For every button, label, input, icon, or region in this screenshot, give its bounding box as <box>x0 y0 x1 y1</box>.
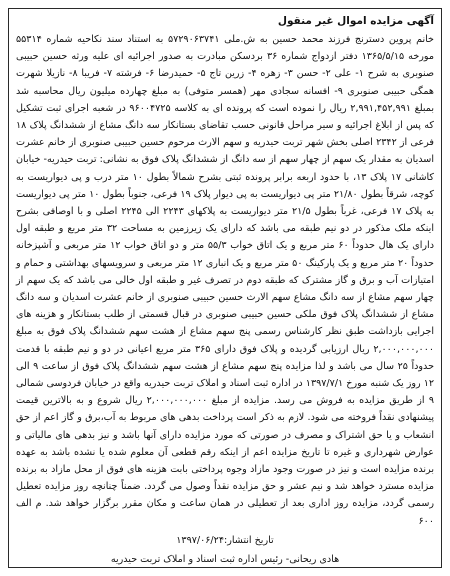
notice-title: آگهی مزایده اموال غیر منقول <box>277 15 434 27</box>
auction-notice <box>8 8 442 568</box>
publication-date: تاریخ انتشار:۱۳۹۷/۰۶/۲۴ <box>176 534 274 546</box>
notice-body: خانم پروین دسترنج فرزند محمد حسین به ش.ملی ۵۷۲۹۰۶۳۷۴۱ به استناد سند نکاحیه شماره ۵۵۳۱۴ مورخه ۱۳۶۵/۵/۱۵ دفتر ازدواج شماره ۳۶ بردسکن مبادرت به صدور اجرائیه ای علیه ورثه حسین حبیبی صنوبری به شرح ۱- علی ۲- حسن ۳- زهره ۴- زرین تاج ۵- حمیدرضا ۶- فرشته ۷- فریبا ۸- نازیلا شهرت همگی حبیبی صنوبری ۹- افسانه سجادی مهر (همسر متوفی) به مبلغ چهارده میلیون ریال محاسبه شد بمبلغ ۲,۹۹۱,۴۵۲,۹۹۱ ریال را نموده است که پرونده ای به کلاسه ۹۶۰۰۴۷۲۵ در شعبه اجرای ثبت تشکیل که پس از ابلاغ اجرائیه و سیر مراحل قانونی حسب تقاضای بستانکار سه دانگ مشاع از ششدانگ پلاک ۱۸ فرعی از ۲۳۴۲ اصلی بخش شهر تربت حیدریه و سهم الارث مرحوم حسین حبیبی صنوبری از خانم عشرت اسدیان به مقدار یک سهم از چهار سهم از سه دانگ از ششدانگ پلاک فوق به نشانی: تربت حیدریه- خیابان کاشانی ۱۷ پلاک ۱۳، با حدود اربعه برابر پرونده ثبتی بشرح شمالاً بطول ۱۰ متر درب و پی دیواریست به کوچه، شرقاً بطول ۲۱/۸۰ متر پی دیواریست به پی دیوار پلاک ۱۹ فرعی، جنوباً بطول ۱۰ متر پی دیواریست به پلاک ۱۷ فرعی، غرباً بطول ۲۱/۵ متر دیواریست به پلاکهای ۲۲۴۳ الی ۲۲۴۵ اصلی و با اوصافی بشرح اینکه ملک مذکور در دو نیم طبقه می باشد که دارای یک زیرزمین به مساحت ۳۲ متر مربع و طبقه اول دارای یک هال حدوداً ۶۰ متر مربع و یک اتاق خواب ۵۵/۳ متر و دو اتاق خواب ۱۲ متر مربعی و آشپزخانه حدوداً ۲۰ متر مربع و یک پارکینگ ۵۰ متر مربع و یک انباری ۱۲ متر مربعی و سرویسهای بهداشتی و حمام و امتیازات آب و برق و گاز مشترک که طبقه دوم در تصرف غیر و طبقه اول خالی می باشد که یک سهم از چهار سهم مشاع از سه دانگ مشاع سهم الارث حسین حبیبی صنوبری از خانم عشرت اسدیان و سه دانگ مشاع از ششدانگ پلاک فوق ملکی حسین حبیبی صنوبری در قبال قسمتی از طلب بستانکار و هزینه های اجرایی بازداشت طبق نظر کارشناس رسمی پنج سهم مشاع از هشت سهم ششدانگ پلاک فوق به مبلغ ۲,۰۰۰,۰۰۰,۰۰۰ ریال ارزیابی گردیده و پلاک فوق دارای ۳۶۵ متر مربع اعیانی در دو و نیم طبقه با قدمت حدوداً ۲۵ سال می باشد و لذا مزایده پنج سهم مشاع از هشت سهم ششدانگ پلاک فوق از ساعت ۹ الی ۱۲ روز یک شنبه مورخ ۱۳۹۷/۷/۱ در اداره ثبت اسناد و املاک تربت حیدریه واقع در خیابان فردوسی شمالی ۹ از طریق مزایده به فروش می رسد. مزایده از مبلغ ۲,۰۰۰,۰۰۰,۰۰۰ ریال شروع و به بالاترین قیمت پیشنهادی نقداً فروخته می شود. لازم به ذکر است پرداخت بدهی های مربوط به آب،برق و گاز اعم از حق انشعاب و یا حق اشتراک و مصرف در صورتی که مورد مزایده دارای آنها باشد و نیز بدهی های مالیاتی و عوارض شهرداری و غیره تا تاریخ مزایده اعم از اینکه رقم قطعی آن معلوم شده یا نشده باشد به عهده برنده مزایده است و نیز در صورت وجود مازاد وجوه پرداختی بابت هزینه های فوق از محل مازاد به برنده مزایده مسترد خواهد شد و نیم عشر و حق مزایده نقداً وصول می گردد. ضمناً چنانچه روز مزایده تعطیل رسمی گردد، مزایده روز اداری بعد از تعطیلی در همان ساعت و مکان مقرر برگزار خواهد شد. م الف ۶۰۰ <box>16 34 435 527</box>
signature-line: هادی ریحانی- رئیس اداره ثبت اسناد و املاک تربت حیدریه <box>110 553 340 565</box>
